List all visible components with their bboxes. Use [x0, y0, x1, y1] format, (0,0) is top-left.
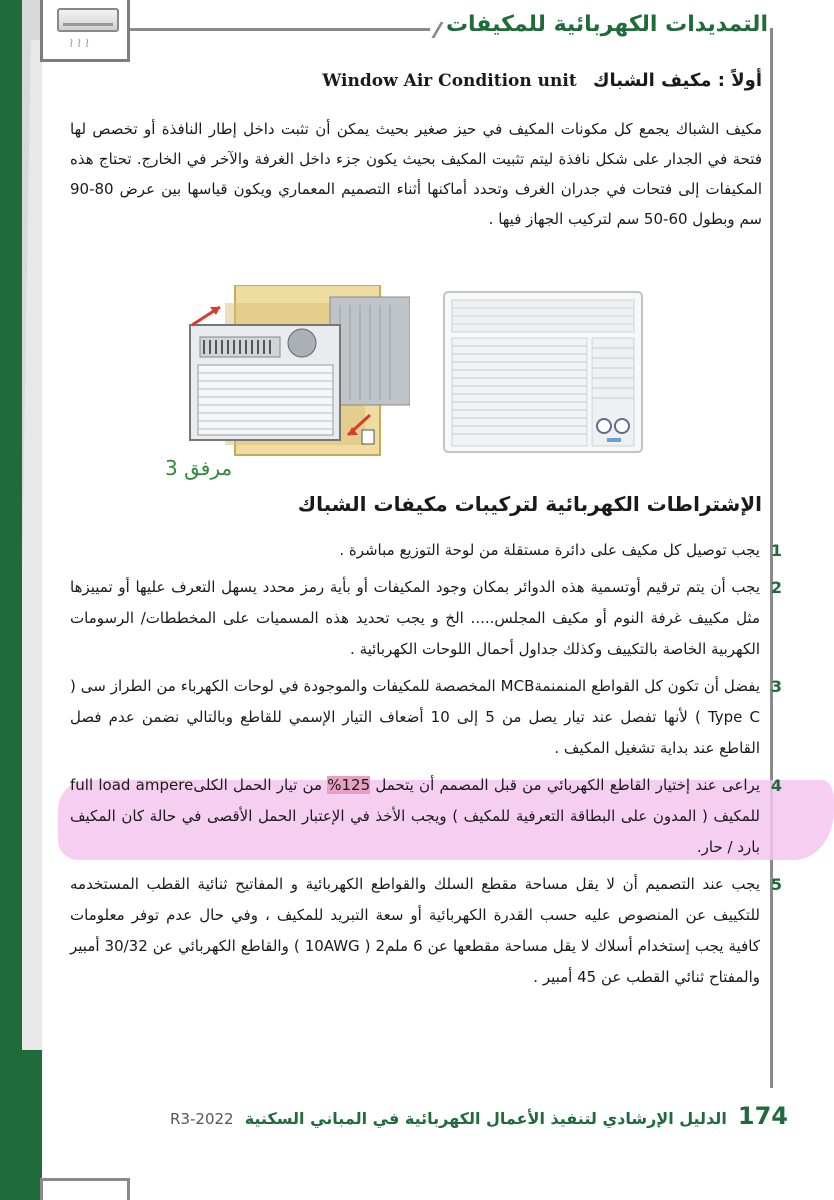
item-text: يجب توصيل كل مكيف على دائرة مستقلة من لوحة التوزيع مباشرة . [339, 541, 760, 559]
item-text: يفضل أن تكون كل القواطع المنمنمةMCB المخصصة للمكيفات والموجودة في لوحات الكهرباء من الطراز سى ( Type C ) لأنها تفصل عند تيار يصل من 5 إلى 10 أضعاف التيار الإسمي للقاطع وبالتالي نضمن عدم فصل القاطع عند بداية تشغيل المكيف . [70, 677, 761, 757]
left-green-stripe-lower [22, 1050, 42, 1200]
section-title-english: Window Air Condition unit [322, 71, 577, 91]
frame-bottom-box [40, 1178, 130, 1200]
version-label: 2022-R3 [170, 1110, 234, 1128]
item-text-before: يراعى عند إختيار القاطع الكهربائي من قبل المصمم أن يتحمل [370, 776, 761, 794]
item-number: 2 [770, 578, 782, 597]
frame-zigzag [415, 22, 443, 38]
section-title-arabic: أولاً : مكيف الشباك [592, 70, 762, 91]
percentage-highlight: 125% [327, 776, 371, 794]
page-footer [170, 1102, 788, 1130]
left-green-stripe [0, 0, 22, 1200]
window-ac-cutaway-image [180, 285, 410, 465]
header-title: التمديدات الكهربائية للمكيفات [445, 12, 768, 37]
section-title [322, 70, 762, 91]
figure-caption: مرفق 3 [165, 456, 233, 480]
airflow-icon: ≀≀≀ [69, 36, 93, 51]
item-text: يجب أن يتم ترقيم أوتسمية هذه الدوائر بمكان وجود المكيفات أو بأية رمز محدد يسهل التعرف عليها أو تمييزها مثل مكييف غرفة النوم أو مكيف المجلس..... الخ و يجب تحديد هذه المسميات على المخططات/ الرسومات الكهربية الخاصة بالتكييف وكذلك جداول أحمال اللوحات الكهربائية . [70, 578, 760, 658]
guide-title: الدليل الإرشادي لتنفيذ الأعمال الكهربائية في المباني السكنية [244, 1109, 727, 1128]
list-item-highlighted [70, 770, 782, 863]
item-text-after: من تيار الحمل الكلىfull load ampere للمكيف ( المدون على البطاقة التعرفية للمكيف ) ويجب الأخذ في الإعتبار الحمل الأقصى في حالة كان المكيف بارد / حار. [70, 776, 760, 856]
window-ac-front-image [442, 290, 644, 455]
list-item [70, 535, 782, 566]
item-number: 1 [770, 541, 782, 560]
requirements-list [70, 535, 782, 999]
list-item [70, 671, 782, 764]
frame-line-top [130, 28, 430, 31]
list-item [70, 869, 782, 993]
ac-unit-icon [57, 8, 119, 32]
item-number: 5 [770, 875, 782, 894]
list-item [70, 572, 782, 665]
item-number: 4 [770, 776, 782, 795]
intro-paragraph: مكيف الشباك يجمع كل مكونات المكيف في حيز صغير بحيث يمكن أن تثبت داخل إطار النافذة أو تخصص لها فتحة في الجدار على شكل نافذة ليتم تثبيت المكيف بحيث يكون جزء داخل الغرفة والآخر في الخارج. تحتاج هذه المكيفات إلى فتحات في جدران الغرف وتحدد أماكنها أثناء التصميم المعماري ويكون قياسها بين عرض 80-90 سم وبطول 60-50 سم لتركيب الجهاز فيها . [70, 120, 762, 228]
item-text: يجب عند التصميم أن لا يقل مساحة مقطع السلك والقواطع الكهربائية و المفاتيح ثنائية القطب المستخدمه للتكييف عن المنصوص عليه حسب القدرة الكهربائية أو سعة التبريد للمكيف ، وفي حال عدم توفر معلومات كافية يجب إستخدام أسلاك لا يقل مساحة مقطعها عن 6 ملم2 ( 10AWG ) والقاطع الكهربائي عن 30/32 أمبير والمفتاح ثنائي القطب عن 45 أمبير . [70, 875, 760, 986]
item-number: 3 [770, 677, 782, 696]
page-number: 174 [737, 1102, 788, 1130]
requirements-title: الإشتراطات الكهربائية لتركيبات مكيفات الشباك [297, 492, 762, 516]
ac-logo [40, 0, 130, 62]
